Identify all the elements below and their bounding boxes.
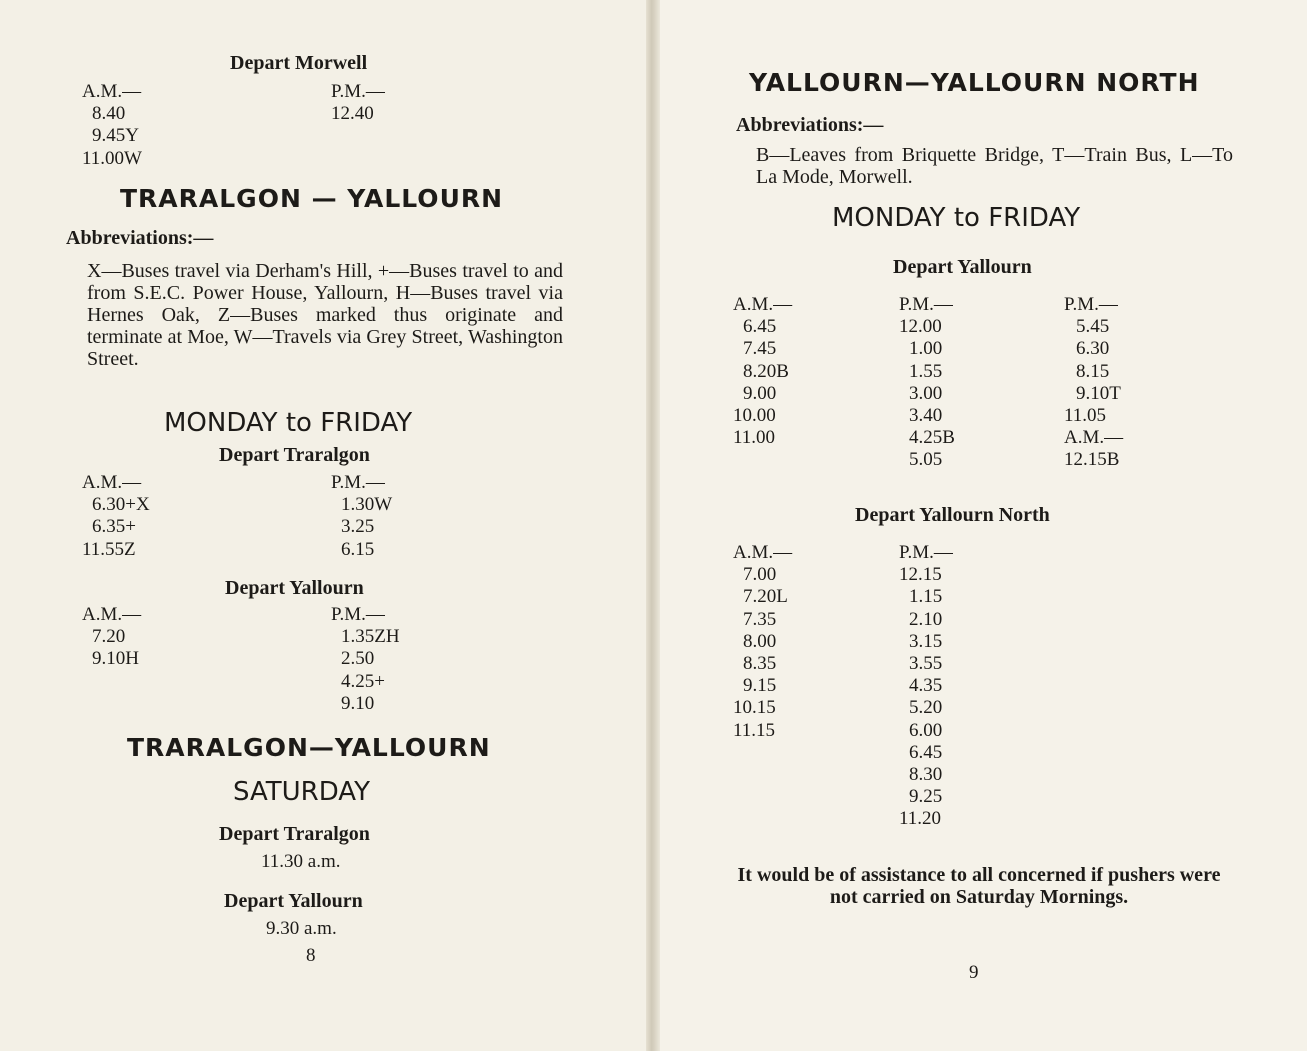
time-entry: 4.25+ [341, 670, 385, 692]
time-entry: 6.30+X [92, 494, 150, 516]
time-entry: 7.00 [743, 564, 777, 586]
am-label: A.M.— [733, 542, 793, 563]
time-entry: 1.15 [909, 586, 943, 608]
section-title: TRARALGON — YALLOURN [120, 184, 504, 213]
time-entry: 9.10 [341, 692, 375, 714]
time-entry: 7.35 [743, 608, 777, 630]
depart-yallourn-heading: Depart Yallourn [224, 890, 363, 912]
time-entry: 11.30 a.m. [261, 851, 341, 872]
am-label: A.M.— [82, 604, 142, 625]
yallourn-north-am-column [733, 542, 792, 742]
time-entry: 7.20L [743, 586, 788, 608]
yallourn-am-column [733, 294, 792, 449]
yallourn-late-column [1064, 294, 1123, 472]
time-entry: 9.10T [1076, 382, 1121, 404]
time-entry: 9.30 a.m. [266, 918, 337, 939]
time-entry: 8.15 [1076, 360, 1110, 382]
time-entry: 12.00 [899, 316, 942, 338]
time-entry: 8.00 [743, 630, 777, 652]
time-entry: 6.15 [341, 538, 375, 560]
yallourn-pm-column [899, 294, 955, 472]
time-entry: 6.45 [909, 741, 943, 763]
pm-label: P.M.— [899, 294, 953, 315]
time-entry: 1.00 [909, 338, 943, 360]
time-entry: 5.45 [1076, 316, 1110, 338]
time-entry: 6.45 [743, 316, 777, 338]
time-entry: 8.40 [92, 103, 126, 125]
time-entry: 7.45 [743, 338, 777, 360]
time-entry: 10.00 [733, 405, 776, 427]
page-number: 9 [969, 962, 979, 983]
time-entry: 12.15B [1064, 449, 1120, 471]
yallourn-pm-column [331, 604, 400, 715]
pm-label: P.M.— [331, 604, 385, 625]
am-label: A.M.— [1064, 427, 1124, 449]
time-entry: 11.05 [1064, 405, 1107, 427]
abbreviations-text: B—Leaves from Briquette Bridge, T—Train Bus, L—To La Mode, Morwell. [756, 144, 1233, 188]
depart-traralgon-heading: Depart Traralgon [219, 444, 370, 466]
time-entry: 9.00 [743, 382, 777, 404]
time-entry: 2.10 [909, 608, 943, 630]
morwell-pm-column [331, 81, 385, 125]
traralgon-pm-column [331, 472, 392, 561]
days-heading: MONDAY to FRIDAY [832, 203, 1081, 233]
time-entry: 12.40 [331, 103, 374, 125]
am-label: A.M.— [733, 294, 793, 315]
time-entry: 2.50 [341, 648, 375, 670]
yallourn-am-column [82, 604, 141, 671]
page-number: 8 [306, 945, 316, 966]
book-gutter [646, 0, 660, 1051]
time-entry: 5.20 [909, 697, 943, 719]
morwell-heading: Depart Morwell [230, 52, 368, 74]
time-entry: 9.25 [909, 786, 943, 808]
pushers-note: It would be of assistance to all concerned if pushers were not carried on Saturday Mornings. [737, 864, 1221, 908]
time-entry: 4.25B [909, 427, 955, 449]
time-entry: 11.55Z [82, 538, 136, 560]
time-entry: 9.45Y [92, 125, 139, 147]
depart-yallourn-heading: Depart Yallourn [893, 256, 1032, 278]
time-entry: 3.00 [909, 382, 943, 404]
depart-traralgon-heading: Depart Traralgon [219, 823, 370, 845]
time-entry: 11.00W [82, 147, 142, 169]
section-title: YALLOURN—YALLOURN NORTH [749, 68, 1200, 97]
time-entry: 4.35 [909, 675, 943, 697]
time-entry: 1.55 [909, 360, 943, 382]
time-entry: 5.05 [909, 449, 943, 471]
time-entry: 8.30 [909, 764, 943, 786]
time-entry: 1.35ZH [341, 626, 400, 648]
pm-label: P.M.— [899, 542, 953, 563]
time-entry: 10.15 [733, 697, 776, 719]
time-entry: 11.00 [733, 427, 776, 449]
abbreviations-label: Abbreviations:— [736, 114, 884, 136]
yallourn-north-pm-column [899, 542, 953, 831]
time-entry: 9.15 [743, 675, 777, 697]
abbreviations-label: Abbreviations:— [66, 227, 214, 249]
am-label: A.M.— [82, 472, 142, 493]
pm-label: P.M.— [331, 81, 385, 102]
pm-label: P.M.— [331, 472, 385, 493]
time-entry: 3.55 [909, 653, 943, 675]
time-entry: 8.20B [743, 360, 789, 382]
days-heading: MONDAY to FRIDAY [164, 408, 413, 438]
time-entry: 6.30 [1076, 338, 1110, 360]
time-entry: 3.25 [341, 516, 375, 538]
time-entry: 8.35 [743, 653, 777, 675]
section-title: TRARALGON—YALLOURN [127, 733, 491, 762]
time-entry: 3.40 [909, 405, 943, 427]
depart-yallourn-north-heading: Depart Yallourn North [855, 504, 1050, 526]
morwell-am-column [82, 81, 142, 170]
time-entry: 6.35+ [92, 516, 136, 538]
abbreviations-text: X—Buses travel via Derham's Hill, +—Buses travel to and from S.E.C. Power House, Yallourn, H—Buses travel via Hernes Oak, Z—Buses marked thus originate and terminate at Moe, W—Travels via Grey Street, Washington Street. [87, 260, 563, 370]
time-entry: 7.20 [92, 626, 126, 648]
time-entry: 1.30W [341, 494, 393, 516]
time-entry: 11.20 [899, 808, 942, 830]
time-entry: 9.10H [92, 648, 139, 670]
days-heading: SATURDAY [233, 777, 370, 807]
traralgon-am-column [82, 472, 150, 561]
depart-yallourn-heading: Depart Yallourn [225, 577, 364, 599]
pm-label: P.M.— [1064, 294, 1118, 315]
am-label: A.M.— [82, 81, 142, 102]
time-entry: 11.15 [733, 719, 776, 741]
time-entry: 12.15 [899, 564, 942, 586]
time-entry: 6.00 [909, 719, 943, 741]
time-entry: 3.15 [909, 630, 943, 652]
